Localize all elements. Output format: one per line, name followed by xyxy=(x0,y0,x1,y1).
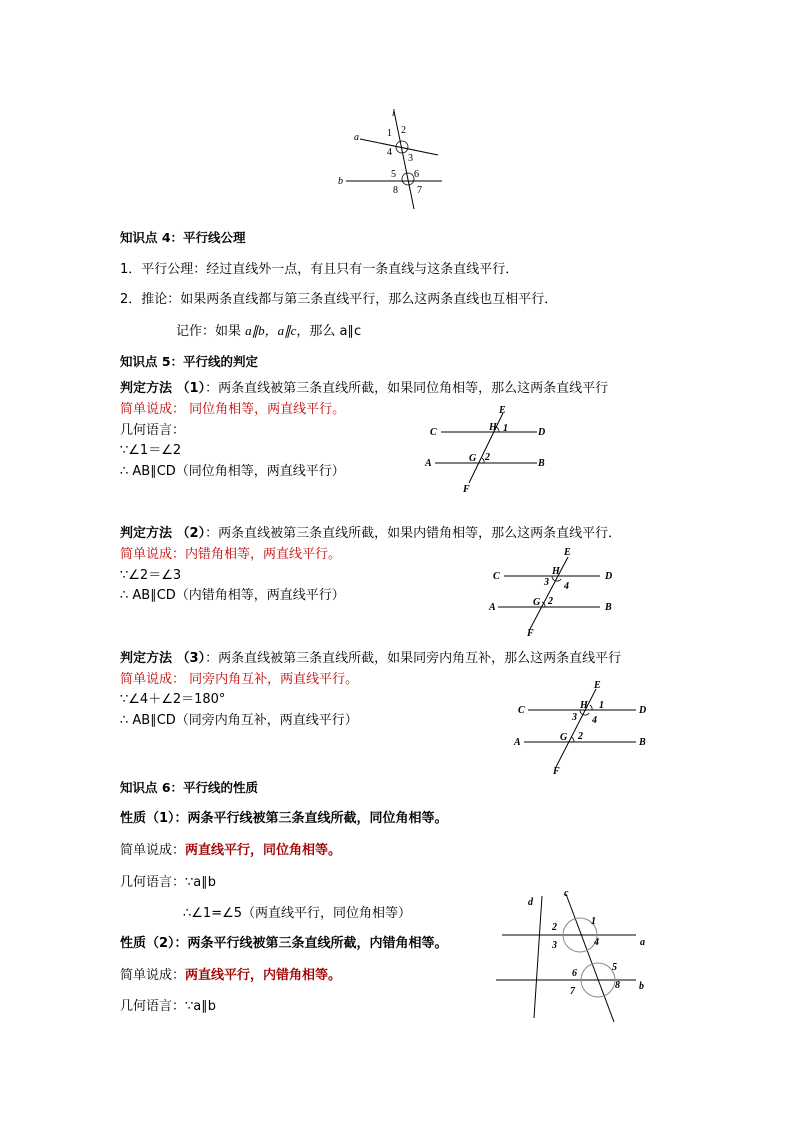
angle-6-label: 6 xyxy=(414,169,419,180)
method-2-figure xyxy=(488,547,618,639)
method-3-therefore: ∴ AB∥CD（同旁内角互补，两直线平行） xyxy=(120,713,358,728)
angle-1-label: 1 xyxy=(503,423,508,434)
point-A-label: A xyxy=(425,458,432,469)
method-1-therefore: ∴ AB∥CD（同位角相等，两直线平行） xyxy=(120,464,345,479)
property-2: 性质（2）：两条平行线被第三条直线所截，内错角相等。 xyxy=(120,936,448,951)
property-figure xyxy=(490,886,660,1026)
parallel-axiom: 1．平行公理：经过直线外一点，有且只有一条直线与这条直线平行． xyxy=(120,262,519,277)
point-G-label: G xyxy=(469,453,477,464)
angle-3-label: 3 xyxy=(552,940,557,951)
angle-8-label: 8 xyxy=(393,185,398,196)
property-2-geo: 几何语言：∵a∥b xyxy=(120,999,216,1014)
method-1 xyxy=(120,380,608,398)
simple-label: 简单说成： xyxy=(120,968,186,983)
section-6-title: 知识点 6：平行线的性质 xyxy=(120,780,259,795)
point-B-label: B xyxy=(538,458,545,469)
section-4-title: 知识点 4：平行线公理 xyxy=(120,230,246,245)
line-b-label: b xyxy=(338,176,343,187)
point-E-label: E xyxy=(499,405,506,416)
method-2-text: ：两条直线被第三条直线所截，如果内错角相等，那么这两条直线平行． xyxy=(205,526,622,541)
angle-6-label: 6 xyxy=(572,968,577,979)
line-a-label: a xyxy=(640,937,645,948)
method-1-text: ：两条直线被第三条直线所截，如果同位角相等，那么这两条直线平行 xyxy=(205,381,609,396)
angle-5-label: 5 xyxy=(391,169,396,180)
simple-statement: 两直线平行，内错角相等。 xyxy=(185,968,342,983)
property-1: 性质（1）：两条平行线被第三条直线所截，同位角相等。 xyxy=(120,811,448,826)
angle-2-label: 2 xyxy=(401,125,406,136)
method-3-simple: 简单说成： 同旁内角互补，两直线平行。 xyxy=(120,672,359,687)
point-H-label: H xyxy=(580,700,588,711)
line-l-label: l xyxy=(392,108,395,119)
angle-3-label: 3 xyxy=(408,153,413,164)
line-d-label: d xyxy=(528,897,533,908)
angle-2-label: 2 xyxy=(552,922,557,933)
point-D-label: D xyxy=(538,427,546,438)
method-2-head: 判定方法 （2） xyxy=(120,526,206,541)
point-A-label: A xyxy=(514,737,521,748)
point-F-label: F xyxy=(463,484,470,495)
angle-1-label: 1 xyxy=(387,128,392,139)
line-a-label: a xyxy=(354,132,359,143)
angle-3-label: 3 xyxy=(572,712,577,723)
angle-5-label: 5 xyxy=(612,962,617,973)
point-E-label: E xyxy=(594,680,601,691)
angle-1-label: 1 xyxy=(591,916,596,927)
angle-8-label: 8 xyxy=(615,980,620,991)
notation-conclusion: ，那么 a∥c xyxy=(296,324,362,339)
method-2-because: ∵∠2＝∠3 xyxy=(120,568,182,583)
notation-condition: a∥b，a∥c xyxy=(245,323,297,338)
point-C-label: C xyxy=(493,571,500,582)
point-H-label: H xyxy=(489,422,497,433)
point-F-label: F xyxy=(527,628,534,639)
method-1-geo-label: 几何语言： xyxy=(120,423,186,438)
property-1-geo: 几何语言：∵a∥b xyxy=(120,875,216,890)
point-E-label: E xyxy=(564,547,571,558)
angle-3-label: 3 xyxy=(544,577,549,588)
point-D-label: D xyxy=(605,571,613,582)
method-2 xyxy=(120,525,621,543)
point-D-label: D xyxy=(639,705,647,716)
top-transversal-figure xyxy=(330,105,450,213)
property-2-simple xyxy=(120,967,341,985)
notation-line xyxy=(176,322,361,341)
angle-1-label: 1 xyxy=(599,700,604,711)
method-3-text: ：两条直线被第三条直线所截，如果同旁内角互补，那么这两条直线平行 xyxy=(205,651,622,666)
method-2-therefore: ∴ AB∥CD（内错角相等，两直线平行） xyxy=(120,588,345,603)
method-3 xyxy=(120,650,621,668)
point-A-label: A xyxy=(489,602,496,613)
line-b-label: b xyxy=(639,981,644,992)
section-5-title: 知识点 5：平行线的判定 xyxy=(120,354,259,369)
method-3-head: 判定方法 （3） xyxy=(120,651,206,666)
angle-4-label: 4 xyxy=(564,581,569,592)
method-1-head: 判定方法 （1） xyxy=(120,381,206,396)
method-3-because: ∵∠4＋∠2＝180° xyxy=(120,692,226,707)
angle-2-label: 2 xyxy=(578,731,583,742)
angle-4-label: 4 xyxy=(387,147,392,158)
angle-2-label: 2 xyxy=(548,596,553,607)
angle-2-label: 2 xyxy=(485,452,490,463)
method-2-simple: 简单说成：内错角相等，两直线平行。 xyxy=(120,547,342,562)
method-1-because: ∵∠1＝∠2 xyxy=(120,443,182,458)
point-B-label: B xyxy=(639,737,646,748)
property-1-simple xyxy=(120,842,341,860)
point-G-label: G xyxy=(560,732,568,743)
angle-4-label: 4 xyxy=(594,937,599,948)
point-C-label: C xyxy=(518,705,525,716)
line-c-label: c xyxy=(564,888,569,899)
point-B-label: B xyxy=(605,602,612,613)
method-1-figure xyxy=(425,403,555,495)
corollary: 2．推论：如果两条直线都与第三条直线平行，那么这两条直线也互相平行． xyxy=(120,292,558,307)
simple-statement: 两直线平行，同位角相等。 xyxy=(185,843,342,858)
point-G-label: G xyxy=(533,597,541,608)
point-C-label: C xyxy=(430,427,437,438)
method-1-simple: 简单说成： 同位角相等，两直线平行。 xyxy=(120,402,346,417)
angle-7-label: 7 xyxy=(417,185,422,196)
simple-label: 简单说成： xyxy=(120,843,186,858)
property-1-conclusion: ∴∠1=∠5（两直线平行，同位角相等） xyxy=(183,906,412,921)
angle-4-label: 4 xyxy=(592,715,597,726)
notation-prefix: 记作：如果 xyxy=(176,324,246,339)
method-3-figure xyxy=(512,681,652,777)
angle-7-label: 7 xyxy=(570,986,575,997)
point-F-label: F xyxy=(553,766,560,777)
point-H-label: H xyxy=(552,566,560,577)
